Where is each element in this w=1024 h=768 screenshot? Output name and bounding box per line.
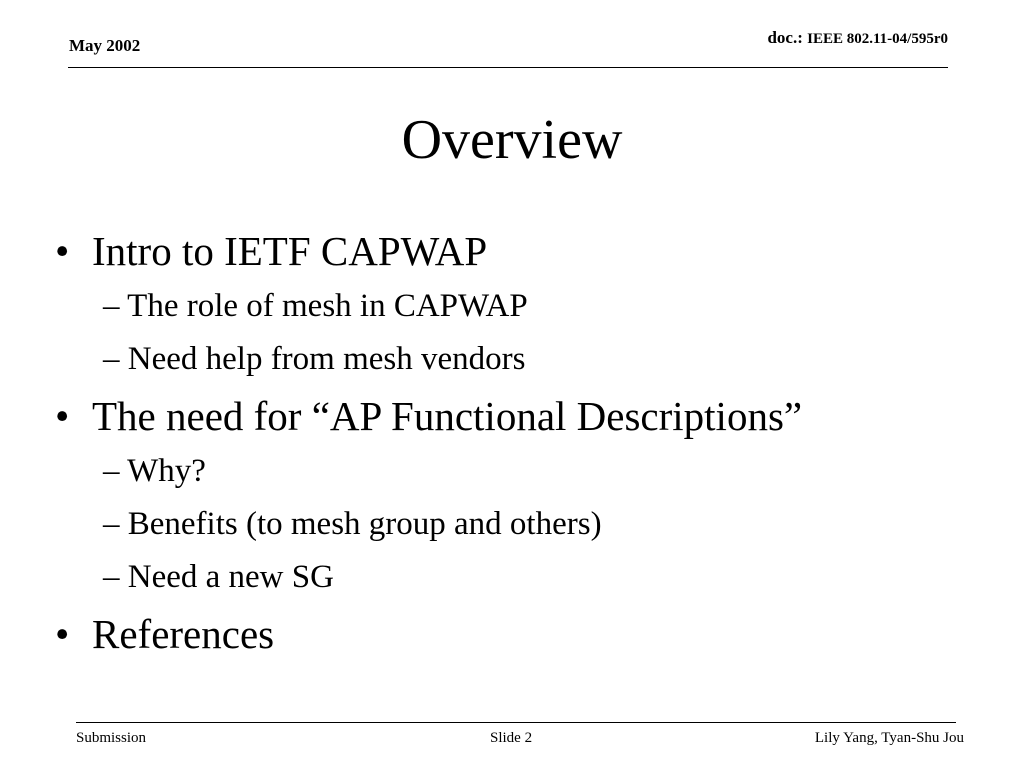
footer-slide-number: Slide 2 (490, 730, 533, 746)
bullet-marker: • (55, 393, 70, 439)
sub-bullet-text: Benefits (to mesh group and others) (127, 506, 602, 542)
sub-bullet-item (103, 452, 206, 490)
header-date: May 2002 (69, 36, 141, 55)
sub-bullet-item (103, 340, 525, 378)
sub-bullet-marker: – (103, 506, 120, 542)
bullet-marker: • (55, 228, 70, 274)
sub-bullet-text: The role of mesh in CAPWAP (127, 288, 528, 324)
bullet-item (55, 393, 802, 439)
footer-divider (76, 722, 956, 723)
sub-bullet-text: Need help from mesh vendors (127, 341, 526, 377)
doc-prefix: doc.: (767, 28, 803, 47)
sub-bullet-marker: – (103, 341, 120, 377)
sub-bullet-item (103, 558, 334, 596)
bullet-text: Intro to IETF CAPWAP (92, 228, 488, 274)
footer-authors: Lily Yang, Tyan-Shu Jou (814, 730, 964, 746)
sub-bullet-text: Why? (127, 453, 206, 489)
doc-number: IEEE 802.11-04/595r0 (807, 31, 948, 47)
sub-bullet-item (103, 505, 602, 543)
bullet-marker: • (55, 611, 70, 657)
sub-bullet-item (103, 287, 528, 325)
sub-bullet-marker: – (103, 453, 120, 489)
sub-bullet-text: Need a new SG (127, 559, 334, 595)
bullet-text: References (92, 611, 275, 657)
bullet-item (55, 611, 274, 657)
slide-title: Overview (401, 109, 623, 171)
bullet-item (55, 228, 487, 274)
sub-bullet-marker: – (103, 559, 120, 595)
footer-submission: Submission (76, 730, 147, 746)
sub-bullet-marker: – (103, 288, 120, 324)
bullet-text: The need for “AP Functional Descriptions” (92, 393, 803, 439)
